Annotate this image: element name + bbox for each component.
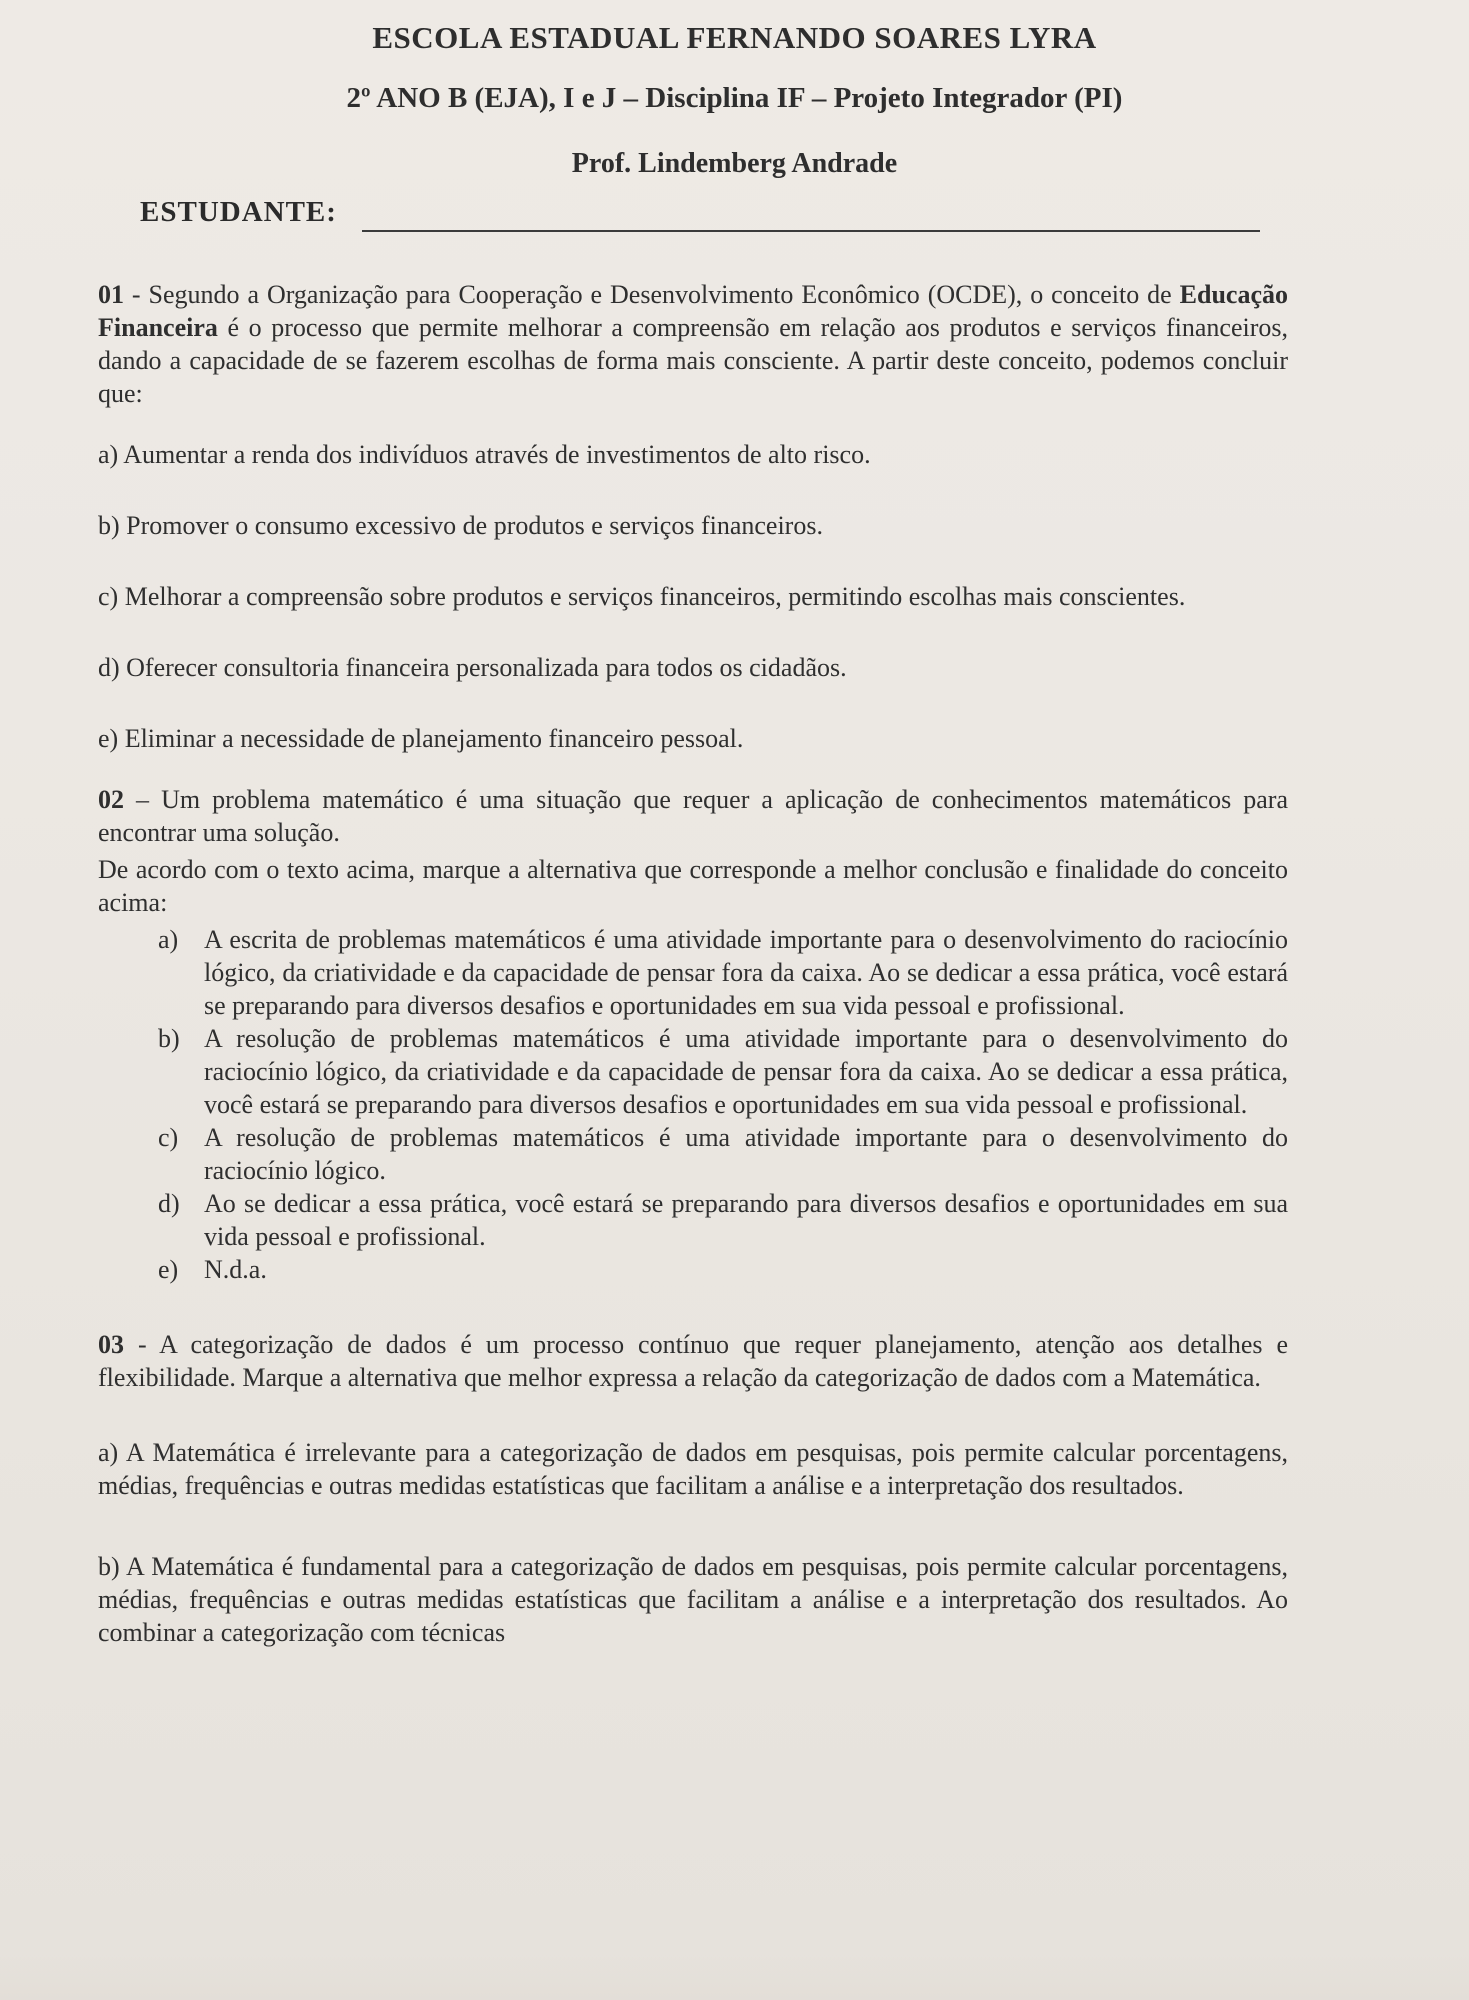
option-letter: a) [158,925,179,954]
question-03-stem-text: - A categorização de dados é um processo contínuo que requer planejamento, atenção aos detalhes e flexibilidade. Marque a alternativa que melhor expressa a relação da categorização de dados com a Matemática. [98,1330,1288,1392]
question-01-option-b: b) Promover o consumo excessivo de produtos e serviços financeiros. [98,511,823,540]
question-01-stem-suffix: é o processo que permite melhorar a compreensão em relação aos produtos e serviços financeiros, dando a capacidade de se fazerem escolhas de forma mais consciente. A partir deste conceito, podemos concluir que: [98,313,1288,408]
question-01-stem-prefix: - Segundo a Organização para Cooperação e Desenvolvimento Econômico (OCDE), o conceito de [124,280,1180,309]
question-02-stem-continued: De acordo com o texto acima, marque a alternativa que corresponde a melhor conclusão e finalidade do conceito acima: [98,855,1288,917]
option-letter: c) [158,1123,179,1152]
question-01-option-a: a) Aumentar a renda dos indivíduos através de investimentos de alto risco. [98,440,871,469]
question-02-option-d [158,1187,1288,1253]
question-01-options [98,438,1288,755]
option-text: A escrita de problemas matemáticos é uma atividade importante para o desenvolvimento do raciocínio lógico, da criatividade e da capacidade de pensar fora da caixa. Ao se dedicar a essa prática, você estará se preparando para diversos desafios e oportunidades em sua vida pessoal e profissional. [204,925,1288,1020]
question-02-option-b [158,1022,1288,1121]
question-01-number: 01 [98,280,124,309]
question-01-highlight: Educação Financeira [98,280,1288,342]
question-01-option-c: c) Melhorar a compreensão sobre produtos e serviços financeiros, permitindo escolhas mais conscientes. [98,582,1186,611]
class-subject-line: 2º ANO B (EJA), I e J – Disciplina IF – Projeto Integrador (PI) [346,82,1123,114]
option-text: A resolução de problemas matemáticos é uma atividade importante para o desenvolvimento do raciocínio lógico. [204,1123,1288,1185]
option-letter: b) [158,1024,180,1053]
question-03-stem [98,1328,1288,1394]
option-text: Ao se dedicar a essa prática, você estará se preparando para diversos desafios e oportunidades em sua vida pessoal e profissional. [204,1189,1288,1251]
teacher-name: Prof. Lindemberg Andrade [571,148,898,179]
question-02-option-c [158,1121,1288,1187]
questions-content [98,278,1288,1649]
option-text: A resolução de problemas matemáticos é uma atividade importante para o desenvolvimento do raciocínio lógico, da criatividade e da capacidade de pensar fora da caixa. Ao se dedicar a essa prática, você estará se preparando para diversos desafios e oportunidades em sua vida pessoal e profissional. [204,1024,1288,1119]
question-02-stem-text: – Um problema matemático é uma situação que requer a aplicação de conhecimentos matemáticos para encontrar uma solução. [98,785,1288,847]
option-letter: e) [158,1255,179,1284]
question-02-number: 02 [98,785,124,814]
question-02-stem [98,783,1288,849]
question-03-option-b: b) A Matemática é fundamental para a categorização de dados em pesquisas, pois permite calcular porcentagens, médias, frequências e outras medidas estatísticas que facilitam a análise e a interpretação dos resultados. Ao combinar a categorização com técnicas [98,1552,1288,1647]
student-name-line [362,230,1260,232]
page-bottom-shadow [0,1948,1469,2000]
question-01-option-d: d) Oferecer consultoria financeira personalizada para todos os cidadãos. [98,653,847,682]
question-02 [98,783,1288,1286]
student-field [140,196,1260,240]
option-text: N.d.a. [204,1255,267,1284]
question-01-option-e: e) Eliminar a necessidade de planejamento financeiro pessoal. [98,724,744,753]
question-03 [98,1328,1288,1649]
question-02-option-a [158,923,1288,1022]
question-01-stem [98,278,1288,410]
question-01 [98,278,1288,755]
school-name: ESCOLA ESTADUAL FERNANDO SOARES LYRA [372,20,1097,55]
question-02-options [158,923,1288,1286]
question-02-option-e [158,1253,1288,1286]
student-label: ESTUDANTE: [140,196,337,228]
question-03-number: 03 [98,1330,124,1359]
question-03-option-a: a) A Matemática é irrelevante para a categorização de dados em pesquisas, pois permite calcular porcentagens, médias, frequências e outras medidas estatísticas que facilitam a análise e a interpretação dos resultados. [98,1438,1288,1500]
option-letter: d) [158,1189,180,1218]
